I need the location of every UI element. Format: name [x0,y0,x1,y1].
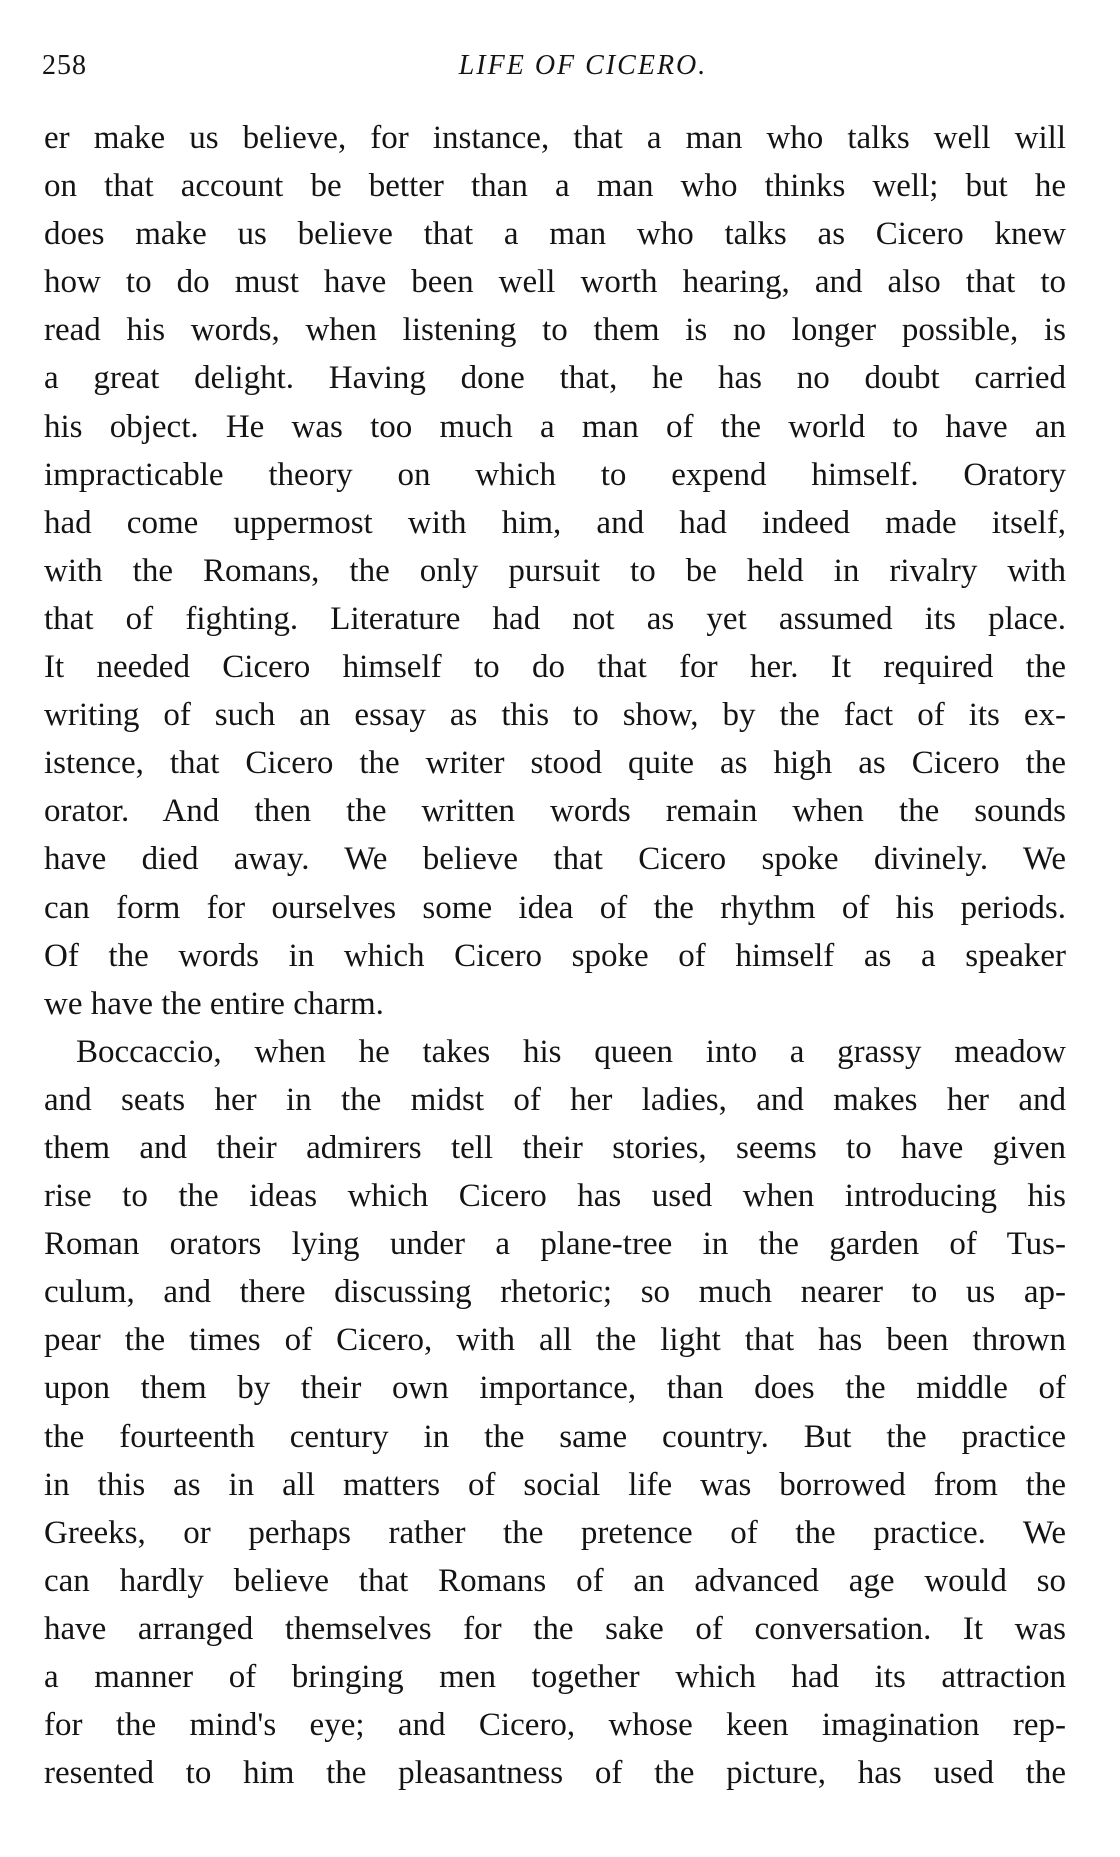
text-line: on that account be better than a man who thinks well; but he [44,168,1066,205]
body-text [44,114,1066,1797]
page-number: 258 [42,50,87,81]
text-line: his object. He was too much a man of the world to have an [44,408,1066,445]
text-line: does make us believe that a man who talks as Cicero knew [44,216,1066,253]
text-line: how to do must have been well worth hearing, and also that to [44,264,1066,301]
text-line: Greeks, or perhaps rather the pretence of the practice. We [44,1514,1066,1551]
text-line: Of the words in which Cicero spoke of himself as a speaker [44,937,1066,974]
text-line: rise to the ideas which Cicero has used when introducing his [44,1178,1066,1215]
text-line: Roman orators lying under a plane-tree in the garden of Tus- [44,1226,1066,1263]
text-line: istence, that Cicero the writer stood quite as high as Cicero the [44,745,1066,782]
text-line: a great delight. Having done that, he has no doubt carried [44,360,1066,397]
text-line: er make us believe, for instance, that a man who talks well will [44,120,1066,156]
paragraph-end-line: we have the entire charm. [44,985,384,1022]
text-line: have arranged themselves for the sake of conversation. It was [44,1610,1066,1647]
text-line: had come uppermost with him, and had indeed made itself, [44,504,1066,541]
running-head [42,50,1064,90]
text-line: them and their admirers tell their stories, seems to have given [44,1129,1066,1166]
text-line: in this as in all matters of social life was borrowed from the [44,1466,1066,1503]
text-line: writing of such an essay as this to show, by the fact of its ex- [44,697,1066,734]
text-line: that of fighting. Literature had not as yet assumed its place. [44,600,1066,637]
paragraph-start-line: Boccaccio, when he takes his queen into a grassy meadow [76,1033,1066,1070]
text-line: resented to him the pleasantness of the picture, has used the [44,1755,1066,1792]
text-line: can form for ourselves some idea of the rhythm of his periods. [44,889,1066,926]
text-line: can hardly believe that Romans of an advanced age would so [44,1562,1066,1599]
text-line: read his words, when listening to them is no longer possible, is [44,312,1066,349]
text-line: a manner of bringing men together which had its attraction [44,1659,1066,1695]
running-title: LIFE OF CICERO. [458,50,708,81]
text-line: culum, and there discussing rhetoric; so much nearer to us ap- [44,1274,1066,1311]
text-line: for the mind's eye; and Cicero, whose keen imagination rep- [44,1707,1066,1744]
text-line: orator. And then the written words remain when the sounds [44,793,1066,830]
text-line: It needed Cicero himself to do that for her. It required the [44,649,1066,686]
text-line: the fourteenth century in the same country. But the practice [44,1418,1066,1455]
text-line: and seats her in the midst of her ladies, and makes her and [44,1081,1066,1118]
text-line: with the Romans, the only pursuit to be held in rivalry with [44,552,1066,589]
text-line: have died away. We believe that Cicero spoke divinely. We [44,841,1066,878]
text-line: upon them by their own importance, than does the middle of [44,1370,1066,1407]
text-line: impracticable theory on which to expend himself. Oratory [44,456,1066,493]
text-line: pear the times of Cicero, with all the light that has been thrown [44,1322,1066,1359]
